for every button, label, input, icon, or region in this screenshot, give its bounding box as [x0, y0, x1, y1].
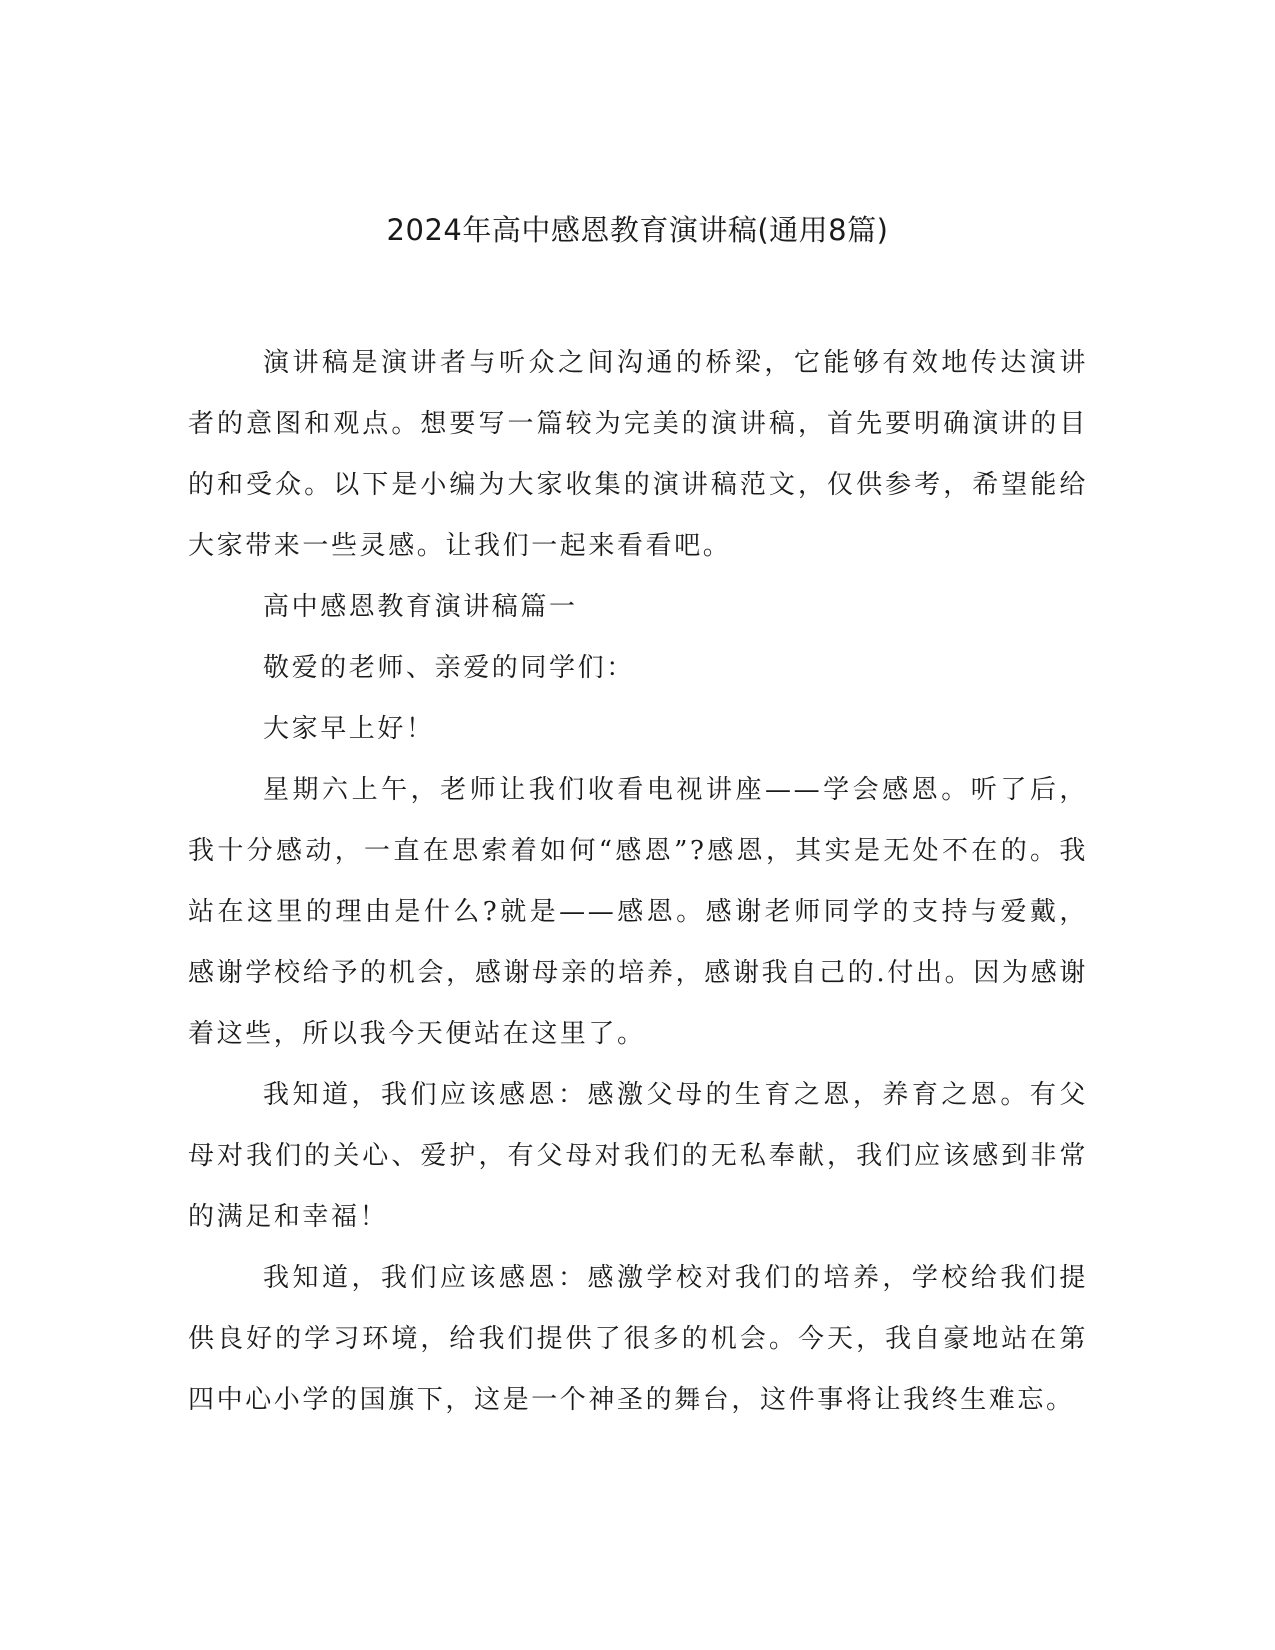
document-body: [188, 333, 1088, 1431]
body-paragraph: 我知道，我们应该感恩：感激学校对我们的培养，学校给我们提供良好的学习环境，给我们提供了很多的机会。今天，我自豪地站在第四中心小学的国旗下，这是一个神圣的舞台，这件事将让我终生难忘。: [188, 1263, 1088, 1415]
section-heading: 高中感恩教育演讲稿篇一: [263, 592, 578, 622]
body-paragraph: 我知道，我们应该感恩：感激父母的生育之恩，养育之恩。有父母对我们的关心、爱护，有父母对我们的无私奉献，我们应该感到非常的满足和幸福！: [188, 1080, 1088, 1232]
body-paragraph: 星期六上午，老师让我们收看电视讲座——学会感恩。听了后，我十分感动，一直在思索着如何“感恩”?感恩，其实是无处不在的。我站在这里的理由是什么?就是——感恩。感谢老师同学的支持与爱戴，感谢学校给予的机会，感谢母亲的培养，感谢我自己的.付出。因为感谢着这些，所以我今天便站在这里了。: [188, 775, 1088, 1049]
greeting: 大家早上好！: [263, 714, 435, 744]
salutation: 敬爱的老师、亲爱的同学们：: [263, 653, 635, 683]
document-title: 2024年高中感恩教育演讲稿(通用8篇): [386, 213, 889, 247]
intro-paragraph: 演讲稿是演讲者与听众之间沟通的桥梁，它能够有效地传达演讲者的意图和观点。想要写一篇较为完美的演讲稿，首先要明确演讲的目的和受众。以下是小编为大家收集的演讲稿范文，仅供参考，希望能给大家带来一些灵感。让我们一起来看看吧。: [188, 348, 1088, 561]
